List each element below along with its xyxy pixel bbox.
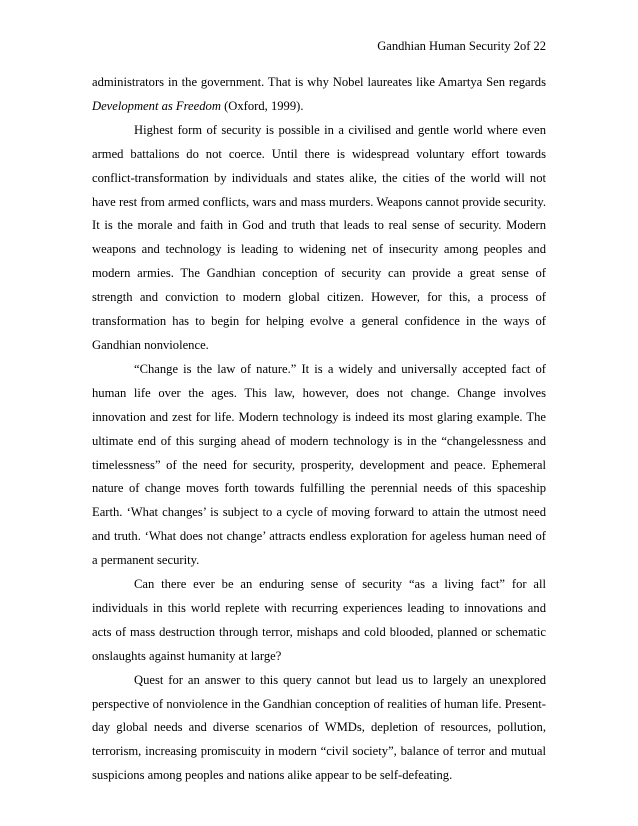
paragraph-change: “Change is the law of nature.” It is a widely and universally accepted fact of human life over the ages. This law, however, does not change. Change involves innovation and zest for life. Modern technology is indeed its most glaring example. The ultimate end of this surging ahead of modern technology is in the “changelessness and timelessness” of the need for security, prosperity, development and peace. Ephemeral nature of change moves forth towards fulfilling the perennial needs of this spaceship Earth. ‘What changes’ is subject to a cycle of moving forward to attain the utmost need and truth. ‘What does not change’ attracts endless exploration for ageless human need of a permanent security. — [92, 361, 546, 568]
paragraph-question: Can there ever be an enduring sense of security “as a living fact” for all individuals in this world replete with recurring experiences leading to innovations and acts of mass destruction through terror, mishaps and cold blooded, planned or schematic onslaughts against humanity at large? — [92, 577, 546, 663]
paragraph-continuation — [92, 71, 546, 119]
book-title-italic: Development as Freedom — [92, 98, 221, 113]
running-header: Gandhian Human Security 2of 22 — [377, 39, 546, 53]
paragraph-security: Highest form of security is possible in a civilised and gentle world where even armed battalions do not coerce. Until there is widespread voluntary effort towards conflict-transformation by individuals and states alike, the cities of the world will not have rest from armed conflicts, wars and mass murders. Weapons cannot provide security. It is the morale and faith in God and truth that leads to real sense of security. Modern weapons and technology is leading to widening net of insecurity among peoples and modern armies. The Gandhian conception of security can provide a great sense of strength and conviction to modern global citizen. However, for this, a process of transformation has to begin for helping evolve a general confidence in the ways of Gandhian nonviolence. — [92, 122, 546, 352]
paragraph-lead-text: administrators in the government. That is why Nobel laureates like Amartya Sen regards — [92, 75, 546, 89]
paragraph-quest: Quest for an answer to this query cannot but lead us to largely an unexplored perspective of nonviolence in the Gandhian conception of realities of human life. Present-day global needs and diverse scenarios of WMDs, depletion of resources, pollution, terrorism, increasing promiscuity in modern “civil society”, balance of terror and mutual suspicions among peoples and nations alike appear to be self-defeating. — [92, 672, 546, 783]
paragraph-tail-text: (Oxford, 1999). — [220, 98, 304, 113]
body-text — [92, 71, 546, 788]
